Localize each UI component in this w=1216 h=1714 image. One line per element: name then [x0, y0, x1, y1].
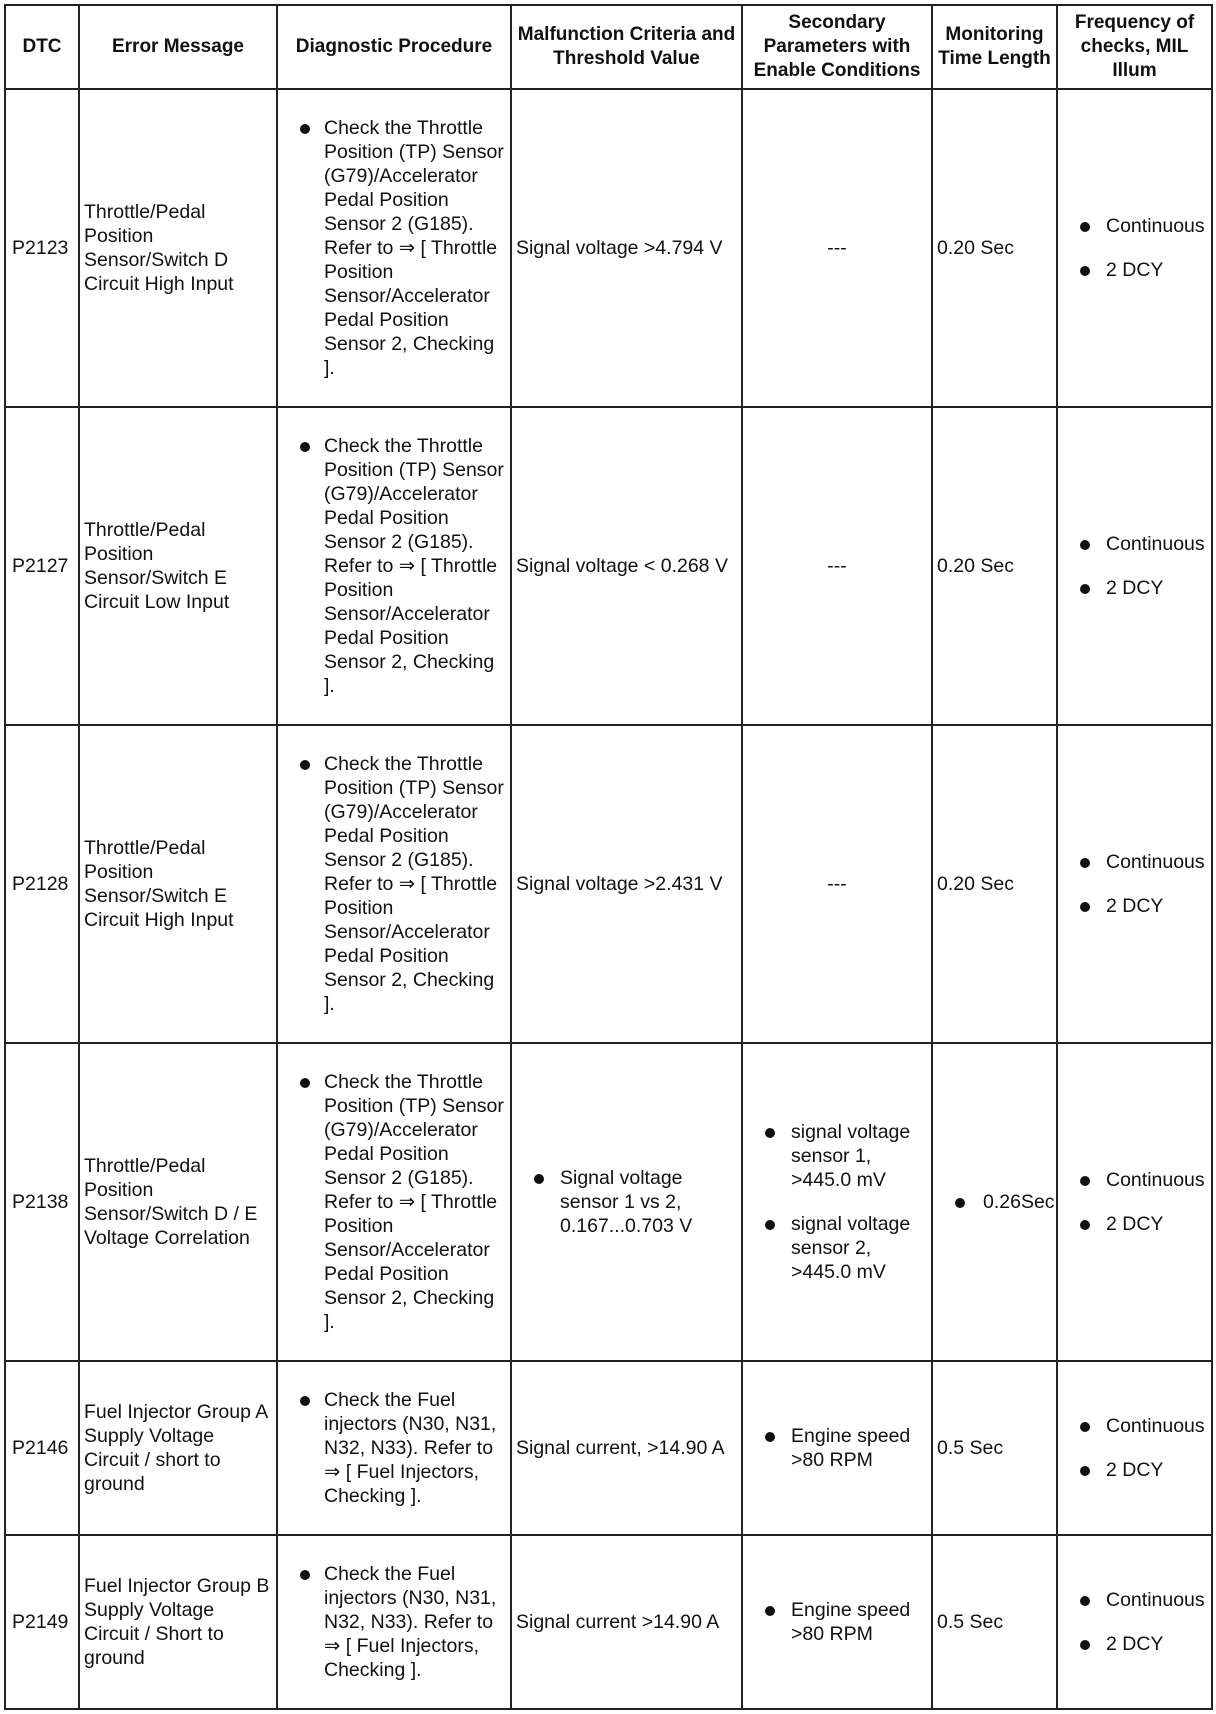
header-frequency: Frequency of checks, MIL Illum — [1057, 5, 1212, 89]
procedure-bullet: Check the Throttle Position (TP) Sensor (G79)/Accelerator Pedal Position Sensor 2 (G185). Refer to ⇒ [ Throttle Position Sensor/Accelerator Pedal Position Sensor 2, Checking ]. — [282, 434, 506, 698]
secondary-item: signal voltage sensor 2, >445.0 mV — [747, 1212, 927, 1284]
frequency-item: Continuous — [1062, 532, 1207, 556]
frequency-item: 2 DCY — [1062, 1458, 1207, 1482]
dtc-code: P2128 — [5, 725, 79, 1043]
frequency-item: Continuous — [1062, 1414, 1207, 1438]
procedure-bullet: Check the Throttle Position (TP) Sensor (G79)/Accelerator Pedal Position Sensor 2 (G185). Refer to ⇒ [ Throttle Position Sensor/Accelerator Pedal Position Sensor 2, Checking ]. — [282, 1070, 506, 1334]
diagnostic-procedure — [277, 725, 511, 1043]
dtc-table — [4, 4, 1213, 1710]
table-row — [5, 725, 1212, 1043]
diagnostic-procedure — [277, 1535, 511, 1709]
table-row — [5, 1535, 1212, 1709]
error-message: Fuel Injector Group B Supply Voltage Circuit / Short to ground — [79, 1535, 277, 1709]
diagnostic-procedure — [277, 1043, 511, 1361]
table-row — [5, 1361, 1212, 1535]
diagnostic-procedure — [277, 89, 511, 407]
frequency-checks — [1057, 1043, 1212, 1361]
monitoring-time: 0.20 Sec — [932, 407, 1057, 725]
table-row — [5, 89, 1212, 407]
header-monitoring-time: Monitoring Time Length — [932, 5, 1057, 89]
monitoring-time: 0.5 Sec — [932, 1535, 1057, 1709]
diagnostic-procedure — [277, 1361, 511, 1535]
frequency-item: 2 DCY — [1062, 894, 1207, 918]
malfunction-criteria: Signal voltage < 0.268 V — [511, 407, 742, 725]
dtc-code: P2149 — [5, 1535, 79, 1709]
malfunction-criteria — [511, 1043, 742, 1361]
frequency-item: Continuous — [1062, 214, 1207, 238]
dtc-code: P2127 — [5, 407, 79, 725]
diagnostic-procedure — [277, 407, 511, 725]
malfunction-criteria: Signal voltage >4.794 V — [511, 89, 742, 407]
dtc-code: P2146 — [5, 1361, 79, 1535]
error-message: Fuel Injector Group A Supply Voltage Circuit / short to ground — [79, 1361, 277, 1535]
error-message: Throttle/Pedal Position Sensor/Switch D Circuit High Input — [79, 89, 277, 407]
frequency-item: Continuous — [1062, 850, 1207, 874]
monitoring-time — [932, 1043, 1057, 1361]
error-message: Throttle/Pedal Position Sensor/Switch E Circuit Low Input — [79, 407, 277, 725]
monitoring-time: 0.20 Sec — [932, 89, 1057, 407]
secondary-parameters — [742, 1535, 932, 1709]
header-diagnostic-procedure: Diagnostic Procedure — [277, 5, 511, 89]
monitoring-time: 0.5 Sec — [932, 1361, 1057, 1535]
frequency-item: 2 DCY — [1062, 576, 1207, 600]
frequency-checks — [1057, 407, 1212, 725]
table-row — [5, 1043, 1212, 1361]
malfunction-criteria: Signal current, >14.90 A — [511, 1361, 742, 1535]
frequency-checks — [1057, 725, 1212, 1043]
frequency-checks — [1057, 1361, 1212, 1535]
frequency-item: Continuous — [1062, 1168, 1207, 1192]
dtc-code: P2138 — [5, 1043, 79, 1361]
procedure-bullet: Check the Throttle Position (TP) Sensor (G79)/Accelerator Pedal Position Sensor 2 (G185). Refer to ⇒ [ Throttle Position Sensor/Accelerator Pedal Position Sensor 2, Checking ]. — [282, 752, 506, 1016]
frequency-checks — [1057, 1535, 1212, 1709]
frequency-item: 2 DCY — [1062, 258, 1207, 282]
malfunction-criteria: Signal current >14.90 A — [511, 1535, 742, 1709]
header-secondary-parameters: Secondary Parameters with Enable Conditions — [742, 5, 932, 89]
secondary-item: Engine speed >80 RPM — [747, 1598, 927, 1646]
secondary-item: signal voltage sensor 1, >445.0 mV — [747, 1120, 927, 1192]
header-row — [5, 5, 1212, 89]
procedure-bullet: Check the Fuel injectors (N30, N31, N32, N33). Refer to ⇒ [ Fuel Injectors, Checking ]. — [282, 1562, 506, 1682]
frequency-item: Continuous — [1062, 1588, 1207, 1612]
frequency-checks — [1057, 89, 1212, 407]
monitoring-time: 0.20 Sec — [932, 725, 1057, 1043]
error-message: Throttle/Pedal Position Sensor/Switch D / E Voltage Correlation — [79, 1043, 277, 1361]
header-error-message: Error Message — [79, 5, 277, 89]
monitoring-bullet: 0.26Sec — [937, 1190, 1052, 1214]
secondary-parameters — [742, 1361, 932, 1535]
dtc-code: P2123 — [5, 89, 79, 407]
header-dtc: DTC — [5, 5, 79, 89]
error-message: Throttle/Pedal Position Sensor/Switch E Circuit High Input — [79, 725, 277, 1043]
procedure-bullet: Check the Fuel injectors (N30, N31, N32, N33). Refer to ⇒ [ Fuel Injectors, Checking ]. — [282, 1388, 506, 1508]
criteria-bullet: Signal voltage sensor 1 vs 2, 0.167...0.703 V — [516, 1166, 737, 1238]
header-malfunction-criteria: Malfunction Criteria and Threshold Value — [511, 5, 742, 89]
frequency-item: 2 DCY — [1062, 1212, 1207, 1236]
secondary-item: Engine speed >80 RPM — [747, 1424, 927, 1472]
procedure-bullet: Check the Throttle Position (TP) Sensor (G79)/Accelerator Pedal Position Sensor 2 (G185). Refer to ⇒ [ Throttle Position Sensor/Accelerator Pedal Position Sensor 2, Checking ]. — [282, 116, 506, 380]
secondary-parameters — [742, 1043, 932, 1361]
secondary-parameters: --- — [742, 407, 932, 725]
frequency-item: 2 DCY — [1062, 1632, 1207, 1656]
secondary-parameters: --- — [742, 89, 932, 407]
malfunction-criteria: Signal voltage >2.431 V — [511, 725, 742, 1043]
table-row — [5, 407, 1212, 725]
secondary-parameters: --- — [742, 725, 932, 1043]
